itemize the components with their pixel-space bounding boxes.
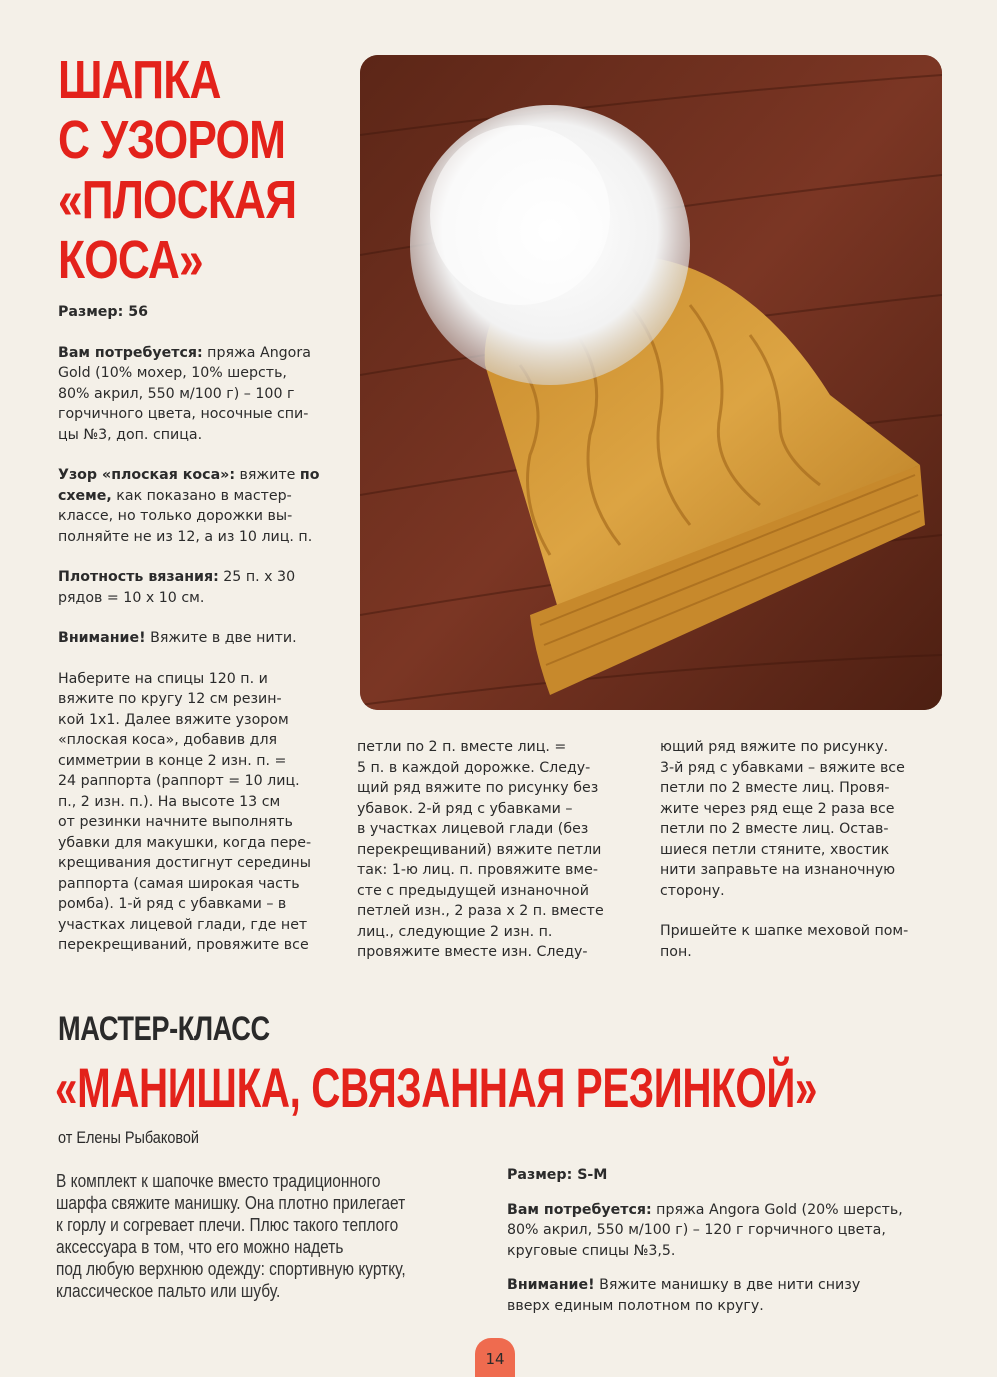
instruction-line: петли по 2 вместе лиц. Остав- <box>660 821 889 837</box>
mc-attention-line: Вяжите манишку в две нити снизу <box>594 1277 861 1293</box>
hat-illustration <box>360 55 942 710</box>
instruction-line: так: 1-ю лиц. п. провяжите вме- <box>357 862 598 878</box>
instructions-col1 <box>58 669 348 956</box>
instruction-line: перекрещиваний) вяжите петли <box>357 841 602 858</box>
masterclass-intro <box>56 1170 460 1302</box>
materials-line: цы №3, доп. спица. <box>58 426 203 443</box>
masterclass-title: «МАНИШКА, СВЯЗАННАЯ РЕЗИНКОЙ» <box>55 1056 818 1119</box>
instruction-line: ющий ряд вяжите по рисунку. <box>660 739 889 755</box>
instruction-line: вяжите по кругу 12 см резин- <box>58 691 282 707</box>
materials-line: пряжа Angora <box>202 344 311 361</box>
instructions-col3 <box>660 737 945 901</box>
instruction-line: жите через ряд еще 2 раза все <box>660 800 895 817</box>
pattern-text: вяжите <box>235 467 300 483</box>
hat-left-column <box>58 302 348 976</box>
attention-text: Вяжите в две нити. <box>145 630 297 646</box>
mc-attention-paragraph <box>507 1275 947 1316</box>
mc-materials-line: пряжа Angora Gold (20% шерсть, <box>651 1201 903 1218</box>
density-line: 25 п. х 30 <box>218 569 296 585</box>
size-label: Размер: <box>58 304 124 320</box>
instruction-line: перекрещиваний, провяжите все <box>58 937 309 953</box>
pattern-line: как показано в мастер- <box>111 487 292 504</box>
instruction-line: симметрии в конце 2 изн. п. = <box>58 752 287 769</box>
instruction-line: петли по 2 вместе лиц. Провя- <box>660 780 890 796</box>
instruction-line: кой 1х1. Далее вяжите узором <box>58 711 289 728</box>
mc-size-value: S-M <box>572 1167 608 1183</box>
size-value: 56 <box>123 304 148 320</box>
pompom-paragraph <box>660 921 945 962</box>
instruction-line: крещивания достигнут середины <box>58 855 311 871</box>
materials-line: горчичного цвета, носочные спи- <box>58 406 309 422</box>
intro-line: аксессуара в том, что его можно надеть <box>56 1237 344 1257</box>
mc-materials-line: круговые спицы №3,5. <box>507 1242 676 1259</box>
materials-label: Вам потребуется: <box>58 344 203 361</box>
attention-paragraph <box>58 628 348 649</box>
instruction-line: ромба). 1-й ряд с убавками – в <box>58 896 287 912</box>
instruction-line: 5 п. в каждой дорожке. Следу- <box>357 759 591 776</box>
pattern-paragraph <box>58 465 348 547</box>
title-line: ШАПКА <box>58 50 221 110</box>
hat-middle-column <box>357 737 642 963</box>
intro-line: к горлу и согревает плечи. Плюс такого теплого <box>56 1215 399 1235</box>
density-label: Плотность вязания: <box>58 569 219 585</box>
density-paragraph <box>58 567 348 608</box>
mc-size-paragraph <box>507 1165 947 1186</box>
instruction-line: провяжите вместе изн. Следу- <box>357 944 588 960</box>
density-line: рядов = 10 х 10 см. <box>58 589 205 606</box>
masterclass-label: МАСТЕР-КЛАСС <box>58 1010 270 1048</box>
pompom-line: пон. <box>660 943 692 960</box>
instruction-line: 3-й ряд с убавками – вяжите все <box>660 759 905 776</box>
intro-line: классическое пальто или шубу. <box>56 1281 281 1301</box>
materials-paragraph <box>58 343 348 446</box>
instruction-line: щий ряд вяжите по рисунку без <box>357 780 599 796</box>
intro-line: под любую верхнюю одежду: спортивную куртку, <box>56 1259 406 1279</box>
mc-attention-line: вверх единым полотном по кругу. <box>507 1297 764 1314</box>
mc-materials-label: Вам потребуется: <box>507 1201 652 1218</box>
pompom-line: Пришейте к шапке меховой пом- <box>660 923 909 939</box>
instruction-line: от резинки начните выполнять <box>58 814 293 830</box>
instruction-line: участках лицевой глади, где нет <box>58 916 308 933</box>
materials-line: 80% акрил, 550 м/100 г) – 100 г <box>58 385 295 402</box>
hat-right-column <box>660 737 945 982</box>
page-number: 14 <box>475 1338 515 1377</box>
instruction-line: сте с предыдущей изнаночной <box>357 882 589 899</box>
instruction-line: петлей изн., 2 раза х 2 п. вместе <box>357 903 604 919</box>
mc-size-label: Размер: <box>507 1167 573 1183</box>
instruction-line: убавки для макушки, когда пере- <box>58 834 312 851</box>
intro-line: шарфа свяжите манишку. Она плотно прилегает <box>56 1193 406 1213</box>
pattern-bold: схеме, <box>58 487 112 504</box>
instruction-line: убавок. 2-й ряд с убавками – <box>357 800 573 817</box>
hat-title <box>58 50 304 290</box>
size-paragraph <box>58 302 348 323</box>
instruction-line: «плоская коса», добавив для <box>58 732 278 748</box>
instruction-line: шиеся петли стяните, хвостик <box>660 841 890 858</box>
instruction-line: Наберите на спицы 120 п. и <box>58 670 268 687</box>
instruction-line: 24 раппорта (раппорт = 10 лиц. <box>58 773 300 789</box>
mc-attention-label: Внимание! <box>507 1277 595 1293</box>
materials-line: Gold (10% мохер, 10% шерсть, <box>58 365 287 381</box>
instruction-line: лиц., следующие 2 изн. п. <box>357 923 553 940</box>
masterclass-right-column <box>507 1165 947 1330</box>
instruction-line: петли по 2 п. вместе лиц. = <box>357 739 567 755</box>
instruction-line: сторону. <box>660 882 725 899</box>
instruction-line: в участках лицевой глади (без <box>357 821 589 837</box>
title-line: С УЗОРОМ <box>58 110 286 170</box>
instruction-line: нити заправьте на изнаночную <box>660 862 896 878</box>
author-byline: от Елены Рыбаковой <box>58 1128 199 1147</box>
mc-materials-line: 80% акрил, 550 м/100 г) – 120 г горчичного цвета, <box>507 1222 886 1238</box>
title-line: КОСА» <box>58 230 203 290</box>
pattern-bold: по <box>299 467 320 483</box>
pattern-line: полняйте не из 12, а из 10 лиц. п. <box>58 528 313 545</box>
title-line: «ПЛОСКАЯ <box>58 170 297 230</box>
hat-photo <box>360 55 942 710</box>
mc-materials-paragraph <box>507 1200 947 1262</box>
pattern-label: Узор «плоская коса»: <box>58 467 235 483</box>
pattern-line: классе, но только дорожки вы- <box>58 508 293 524</box>
instruction-line: раппорта (самая широкая часть <box>58 875 300 892</box>
instruction-line: п., 2 изн. п.). На высоте 13 см <box>58 793 281 810</box>
intro-line: В комплект к шапочке вместо традиционного <box>56 1171 381 1191</box>
attention-label: Внимание! <box>58 630 146 646</box>
